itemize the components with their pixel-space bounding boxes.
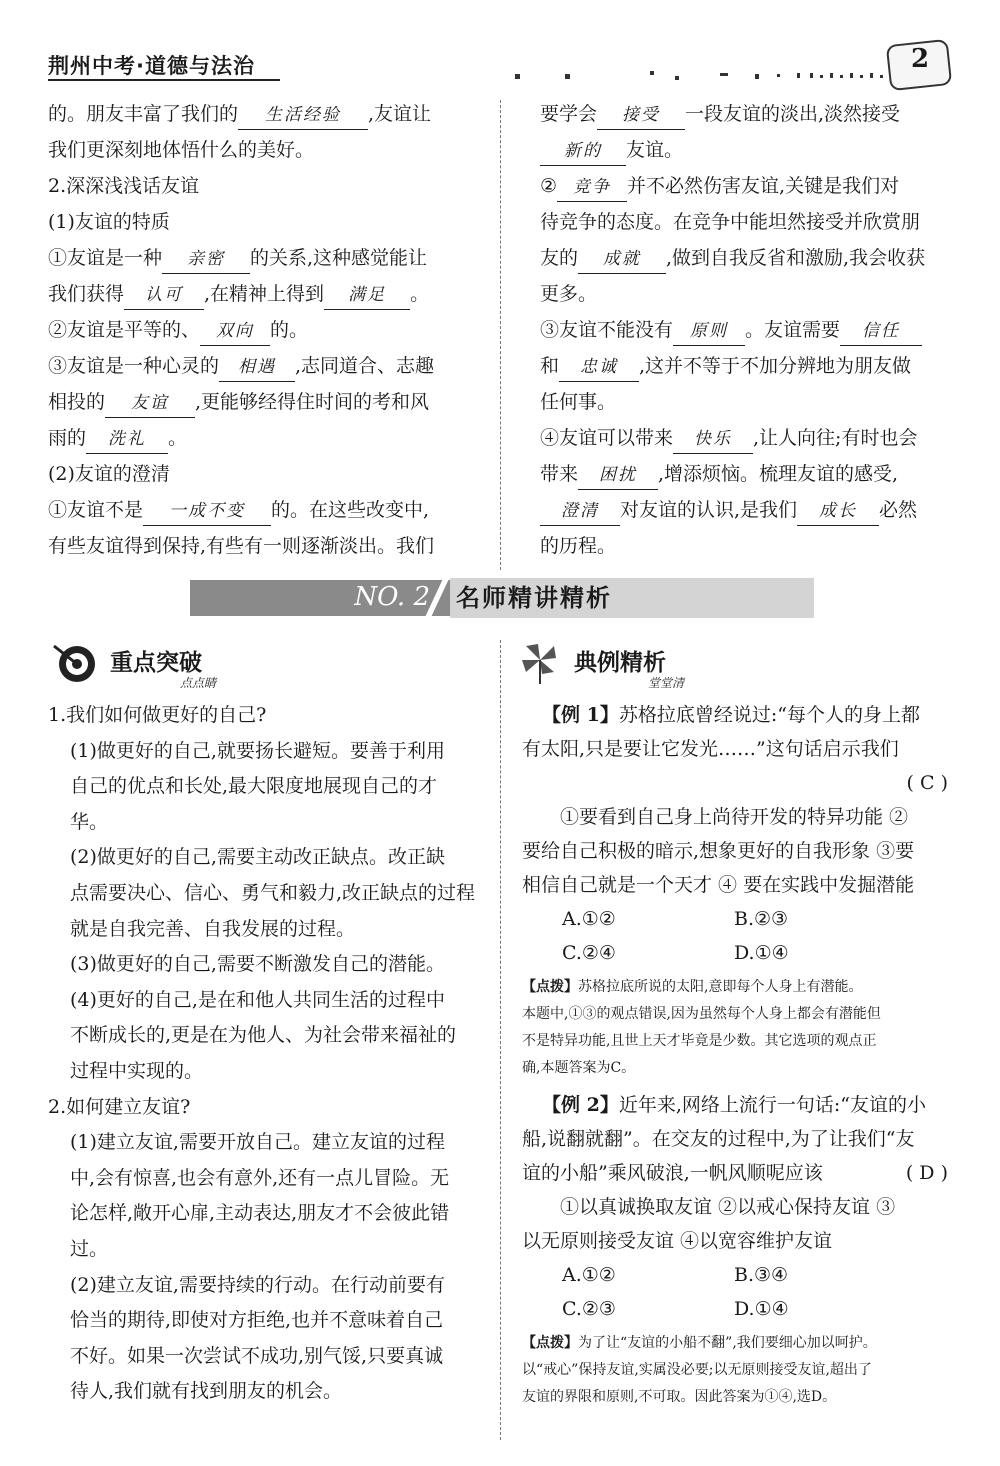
- section-heading-examples: 典例精析: [574, 650, 666, 676]
- column-divider-top: [500, 100, 501, 570]
- header-underline: [48, 79, 280, 81]
- example-label: 【例 2】: [542, 1094, 619, 1116]
- left-section-body: [48, 698, 488, 1410]
- text-line: 就是自我完善、自我发展的过程。: [70, 917, 356, 940]
- blank-answer: 困扰: [578, 461, 658, 490]
- text-line: (2)建立友谊,需要持续的行动。在行动前要有: [70, 1273, 445, 1296]
- blank-answer: 成就: [578, 245, 666, 274]
- blank-answer: 认可: [124, 281, 204, 310]
- blank-answer: 快乐: [673, 425, 753, 454]
- blank-answer: 澄清: [540, 497, 620, 526]
- text-line: 待人,我们就有找到朋友的机会。: [70, 1380, 343, 1403]
- text-line: 1.我们如何做更好的自己?: [48, 704, 267, 726]
- text-line: 过。: [70, 1237, 109, 1260]
- option-d: D.①④: [734, 942, 789, 964]
- example-label: 【例 1】: [542, 704, 619, 726]
- option-b: B.③④: [734, 1264, 789, 1286]
- text-line: (3)做更好的自己,需要不断激发自己的潜能。: [70, 953, 445, 976]
- text-line: 论怎样,敞开心扉,主动表达,朋友才不会彼此错: [70, 1202, 450, 1225]
- option-c: C.②④: [562, 942, 616, 964]
- blank-answer: 信任: [840, 317, 922, 346]
- example-answer: ( C ): [906, 772, 948, 794]
- text-line: 华。: [70, 810, 109, 833]
- tip-label: 【点拨】: [522, 1335, 578, 1351]
- column-divider-bottom: [500, 640, 501, 1440]
- option-b: B.②③: [734, 908, 789, 930]
- text-line: 点需要决心、信心、勇气和毅力,改正缺点的过程: [70, 881, 476, 904]
- example-answer: ( D ): [905, 1162, 948, 1184]
- blank-answer: 双向: [200, 317, 270, 346]
- left-top-column: 的。朋友丰富了我们的 生活经验 ,友谊让 我们更深刻地体悟什么的美好。 2.深深浅浅话友谊 (1)友谊的特质 ①友谊是一种 亲密 的关系,这种感觉能让 我们获得 认可 ,在精神上得到 满足 。 ②友谊是平等的、 双向 的。 ③友谊是一种心灵的 相遇 ,志同道合、志趣 相投的 友谊 ,更能够经得住时间的考和风 雨的 洗礼 。 (2)友谊的澄清 ①友谊不是 一成不变 的。在这些改变中, 有些友谊得到保持,有些有一则逐渐淡出。我们: [48, 103, 435, 557]
- text-line: 2.如何建立友谊?: [48, 1095, 191, 1118]
- page-number: 2: [910, 44, 930, 74]
- blank-answer: 亲密: [162, 245, 250, 274]
- section-heading-key-points: 重点突破: [110, 650, 202, 676]
- blank-answer: 新的: [540, 137, 626, 166]
- text-line: (1)做更好的自己,就要扬长避短。要善于利用: [70, 739, 445, 762]
- option-a: A.①②: [562, 1264, 616, 1286]
- blank-answer: 竞争: [557, 173, 627, 202]
- blank-answer: 相遇: [219, 353, 295, 382]
- text-line: 不断成长的,更是在为他人、为社会带来福祉的: [70, 1024, 457, 1047]
- blank-answer: 接受: [597, 101, 685, 130]
- text-line: 过程中实现的。: [70, 1059, 204, 1082]
- option-d: D.①④: [734, 1298, 789, 1320]
- text-line: 恰当的期待,即使对方拒绝,也并不意味着自己: [70, 1309, 444, 1332]
- blank-answer: 洗礼: [86, 425, 168, 454]
- header-dots-decoration: [515, 71, 895, 81]
- text-line: (4)更好的自己,是在和他人共同生活的过程中: [70, 988, 445, 1011]
- blank-answer: 忠诚: [559, 353, 639, 382]
- blank-answer: 成长: [797, 497, 879, 526]
- text-line: 不好。如果一次尝试不成功,别气馁,只要真诚: [70, 1344, 444, 1367]
- option-c: C.②③: [562, 1298, 616, 1320]
- text-line: 自己的优点和长处,最大限度地展现自己的才: [70, 775, 438, 798]
- banner-number: NO. 2: [354, 582, 430, 612]
- blank-answer: 原则: [673, 317, 745, 346]
- blank-answer: 友谊: [105, 389, 195, 418]
- target-icon: [52, 640, 102, 684]
- tip-label: 【点拨】: [522, 979, 578, 995]
- option-a: A.①②: [562, 908, 616, 930]
- pinwheel-icon: [516, 640, 564, 686]
- blank-answer: 满足: [324, 281, 410, 310]
- section-subheading: 点点睛: [180, 676, 217, 690]
- text-line: (2)做更好的自己,需要主动改正缺点。改正缺: [70, 846, 445, 869]
- text-line: (1)建立友谊,需要开放自己。建立友谊的过程: [70, 1131, 445, 1154]
- header-title: 荆州中考·道德与法治: [48, 54, 255, 78]
- banner-title: 名师精讲精析: [450, 578, 814, 618]
- right-top-column: 要学会 接受 一段友谊的淡出,淡然接受 新的 友谊。 ② 竞争 并不必然伤害友谊,关键是我们对 待竞争的态度。在竞争中能坦然接受并欣赏朋 友的 成就 ,做到自我反省和激励,我会收获 更多。 ③友谊不能没有 原则 。友谊需要 信任 和 忠诚 ,这并不等于不加分辨地为朋友做 任何事。 ④友谊可以带来 快乐 ,让人向往;有时也会 带来 困扰 ,增添烦恼。梳理友谊的感受, 澄清 对友谊的认识,是我们 成长 必然 的历程。: [540, 103, 926, 557]
- text-line: 中,会有惊喜,也会有意外,还有一点儿冒险。无: [70, 1166, 450, 1189]
- section-subheading: 堂堂清: [648, 676, 685, 690]
- right-section-body: 【例 1】苏格拉底曾经说过:“每个人的身上都 有太阳,只是要让它发光……”这句话启示我们 ( C ) ①要看到自己身上尚待开发的特异功能 ② 要给自己积极的暗示,想象更好的自我形象 ③要 相信自己就是一个天才 ④ 要在实践中发掘潜能 A.①② B.②③ C.②④ D.①④ 【点拨】苏格拉底所说的太阳,意即每个人身上有潜能。 本题中,①③的观点错误,因为虽然每个人身上都会有潜能但 不是特异功能,且世上天才毕竟是少数。其它选项的观点正 确,本题答案为C。 【例 2】近年来,网络上流行一句话:“友谊的小 船,说翻就翻”。在交友的过程中,为了让我们“友 谊的小船”乘风破浪,一帆风顺呢应该 ( D ) ①以真诚换取友谊 ②以戒心保持友谊 ③ 以无原则接受友谊 ④以宽容维护友谊 A.①② B.③④ C.②③ D.①④ 【点拨】为了让“友谊的小船不翻”,我们要细心加以呵护。 以“戒心”保持友谊,实属没必要;以无原则接受友谊,超出了 友谊的界限和原则,不可取。因此答案为①④,选D。: [522, 698, 952, 1411]
- blank-answer: 一成不变: [143, 497, 271, 526]
- blank-answer: 生活经验: [238, 101, 368, 130]
